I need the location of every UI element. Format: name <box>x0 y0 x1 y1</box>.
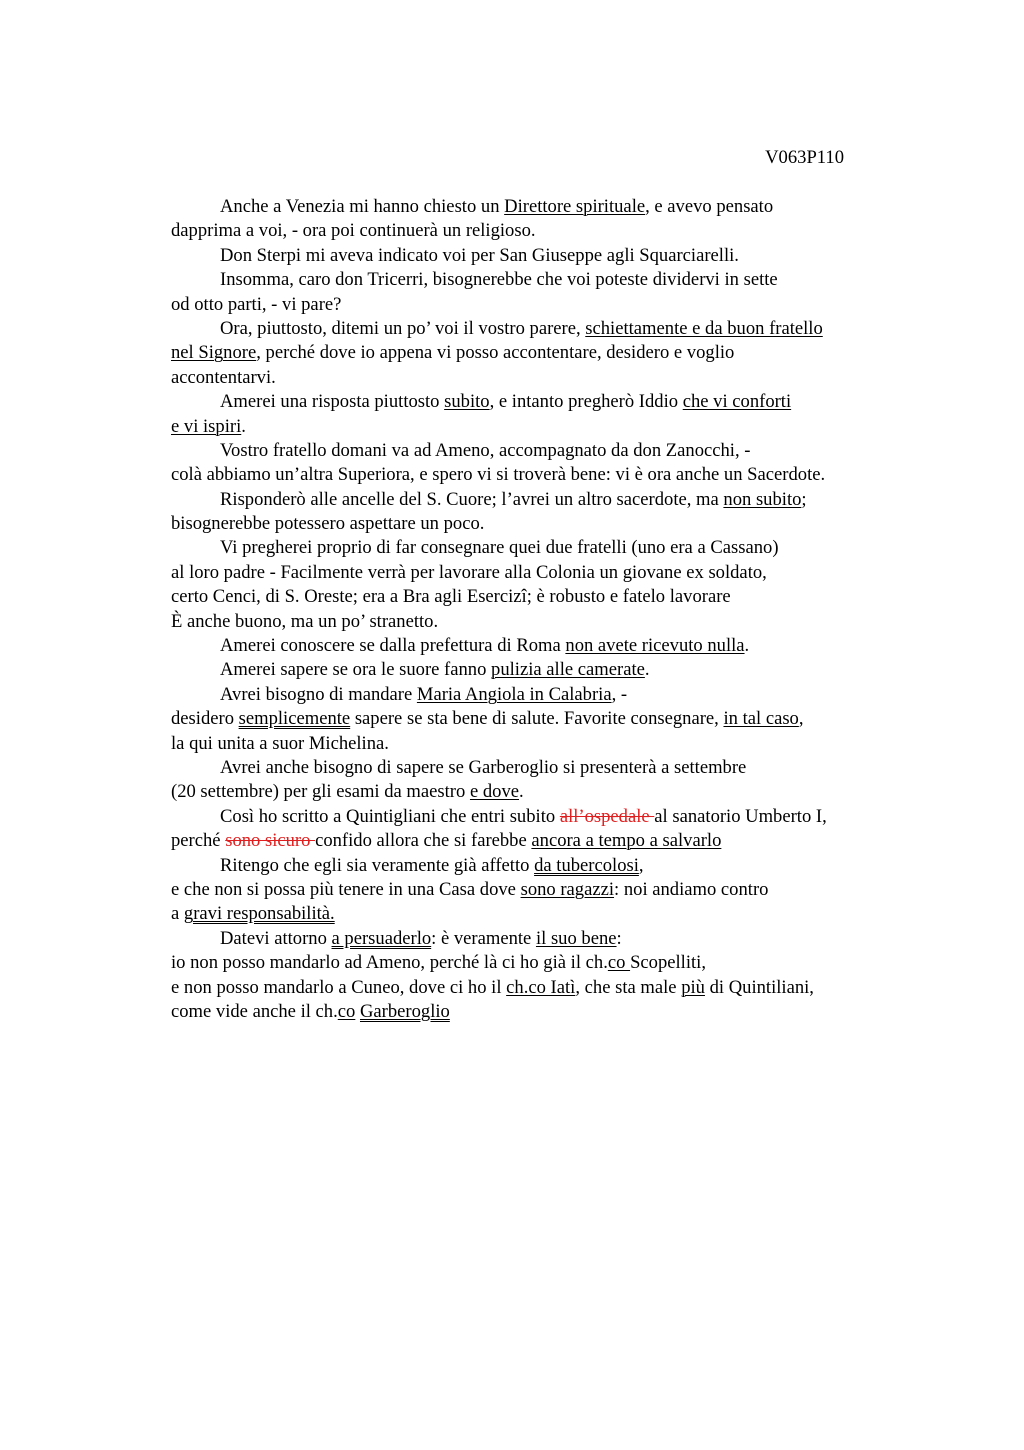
text-line <box>171 902 911 926</box>
text-run: Insomma, caro don Tricerri, bisognerebbe che voi poteste dividervi in sette <box>220 269 778 291</box>
text-run: perché <box>171 830 226 852</box>
text-run: , - <box>611 683 628 705</box>
text-run: accontentarvi. <box>171 366 276 388</box>
text-run: bisognerebbe potessero aspettare un poco. <box>171 513 485 535</box>
underlined-text: sono ragazzi <box>520 878 615 900</box>
underlined-text: pulizia alle camerate <box>491 659 645 681</box>
double-underlined-text: da tubercolosi <box>534 854 639 876</box>
text-run: . <box>519 781 524 803</box>
text-run: Vostro fratello domani va ad Ameno, accompagnato da don Zanocchi, - <box>220 439 751 461</box>
text-line <box>171 293 911 317</box>
text-line <box>171 927 911 951</box>
text-line <box>171 780 911 804</box>
text-run: È anche buono, ma un po’ stranetto. <box>171 610 439 632</box>
text-run: . <box>644 659 650 681</box>
text-line <box>171 366 911 390</box>
text-run: al loro padre - Facilmente verrà per lavorare alla Colonia un giovane ex soldato, <box>171 561 767 583</box>
text-run: Così ho scritto a Quintigliani che entri subito <box>220 805 560 827</box>
text-line <box>171 317 911 341</box>
text-run: e che non si possa più tenere in una Casa dove <box>171 878 521 900</box>
text-run: certo Cenci, di S. Oreste; era a Bra agli Esercizi <box>171 586 527 608</box>
double-underlined-text: semplicemente <box>238 708 351 730</box>
page-reference-code: V063P110 <box>765 147 844 168</box>
text-run: : è veramente <box>431 927 536 949</box>
text-line <box>171 683 911 707</box>
text-run: Datevi attorno <box>220 927 332 949</box>
text-line <box>171 463 911 487</box>
text-line <box>171 707 911 731</box>
text-run: Scopelliti, <box>630 952 706 974</box>
text-run: io non posso mandarlo ad Ameno, perché là ci ho già il ch. <box>171 952 608 974</box>
text-run: , che sta male <box>575 976 682 998</box>
text-line <box>171 756 911 780</box>
double-underlined-text: a persuaderlo <box>331 927 432 949</box>
text-run: , e intanto pregherò Iddio <box>489 391 683 413</box>
underlined-text: più <box>681 976 705 998</box>
text-line <box>171 536 911 560</box>
text-run: Amerei conoscere se dalla prefettura di Roma <box>220 635 566 657</box>
text-run: Ritengo che egli sia veramente già affetto <box>220 854 535 876</box>
underlined-text: subito <box>444 391 490 413</box>
text-line <box>171 219 911 243</box>
underlined-text: nel Signore <box>171 342 257 364</box>
text-line <box>171 658 911 682</box>
text-line <box>171 732 911 756</box>
text-line <box>171 976 911 1000</box>
struck-out-text: sono sicuro <box>225 830 316 852</box>
text-run: al sanatorio Umberto I, <box>654 805 827 827</box>
struck-out-text: all’ospedale <box>559 805 655 827</box>
text-line <box>171 585 911 609</box>
underlined-text: Direttore spirituale <box>504 196 646 217</box>
text-run: . <box>241 415 246 437</box>
text-line <box>171 244 911 268</box>
text-run: confido allora che si farebbe <box>315 830 532 852</box>
text-line <box>171 561 911 585</box>
text-run: Vi pregherei proprio di far consegnare quei due fratelli (uno era a Cassano) <box>220 537 779 559</box>
text-run: a <box>171 903 184 925</box>
text-line <box>171 805 911 829</box>
text-line <box>171 268 911 292</box>
underlined-text: co <box>607 952 631 974</box>
text-run: la qui unita a suor Michelina. <box>171 732 389 754</box>
text-line <box>171 439 911 463</box>
text-line <box>171 951 911 975</box>
text-line <box>171 829 911 853</box>
underlined-text: che vi conforti <box>682 391 792 413</box>
text-run: : noi andiamo contro <box>614 878 769 900</box>
text-run: Don Sterpi mi aveva indicato voi per San Giuseppe agli Squarciarelli. <box>220 244 739 266</box>
underlined-text: e vi ispiri <box>171 415 242 437</box>
text-run: desidero <box>171 708 239 730</box>
text-line <box>171 634 911 658</box>
underlined-text: in tal caso <box>723 708 799 730</box>
text-run: . <box>744 635 750 657</box>
text-line <box>171 878 911 902</box>
underlined-text: ancora a tempo a salvarlo <box>531 830 722 852</box>
text-run: Risponderò alle ancelle del S. Cuore; l’avrei un altro sacerdote, ma <box>220 488 724 510</box>
underlined-text: co <box>337 1000 356 1022</box>
text-run: Ora, piuttosto, ditemi un po’ voi il vostro parere, <box>220 317 586 339</box>
text-run: e non posso mandarlo a Cuneo, dove ci ho il <box>171 976 507 998</box>
text-line <box>171 341 911 365</box>
underlined-text: il suo bene <box>535 927 617 949</box>
text-line <box>171 1000 911 1024</box>
text-run: , <box>798 708 804 730</box>
text-line <box>171 512 911 536</box>
text-run: , <box>638 854 644 876</box>
text-run: : <box>616 927 622 949</box>
text-run: di Quintiliani, <box>704 976 814 998</box>
underlined-text: ch.co Iatì <box>506 976 576 998</box>
underlined-text: schiettamente e da buon fratello <box>585 317 823 339</box>
underlined-text: Maria Angiola in Calabria <box>416 683 612 705</box>
text-run: come vide anche il ch. <box>171 1000 338 1022</box>
double-underlined-text: gravi responsabilità. <box>183 903 335 925</box>
text-line <box>171 610 911 634</box>
text-run: Amerei una risposta piuttosto <box>220 391 445 413</box>
text-run: dapprima a voi, - ora poi continuerà un religioso. <box>171 220 536 242</box>
text-line <box>171 854 911 878</box>
underlined-text: non avete ricevuto nulla <box>565 635 745 657</box>
underlined-text: e dove <box>469 781 519 803</box>
double-underlined-text: Garberoglio <box>359 1000 450 1022</box>
letter-body <box>171 195 911 1024</box>
underlined-text: non subito <box>723 488 802 510</box>
text-run: Amerei sapere se ora le suore fanno <box>220 659 492 681</box>
text-run: Avrei bisogno di mandare <box>220 683 417 705</box>
text-run: , e avevo pensato <box>645 196 774 217</box>
text-run: ; è robusto e fatelo lavorare <box>526 586 731 608</box>
text-run: colà abbiamo un’altra Superiora, e spero vi si troverà bene: vi è ora anche un Sacerdote. <box>171 464 826 486</box>
text-run: Anche a Venezia mi hanno chiesto un <box>220 196 505 217</box>
text-line <box>171 390 911 414</box>
text-run: sapere se sta bene di salute. Favorite consegnare, <box>350 708 724 730</box>
text-line <box>171 195 911 219</box>
text-run: ; <box>801 488 807 510</box>
text-line <box>171 415 911 439</box>
text-line <box>171 488 911 512</box>
text-run: Avrei anche bisogno di sapere se Garberoglio si presenterà a settembre <box>220 756 747 778</box>
text-run: (20 settembre) per gli esami da maestro <box>171 781 470 803</box>
text-run: od otto parti, - vi pare? <box>171 293 342 315</box>
text-run: , perché dove io appena vi posso accontentare, desidero e voglio <box>256 342 735 364</box>
